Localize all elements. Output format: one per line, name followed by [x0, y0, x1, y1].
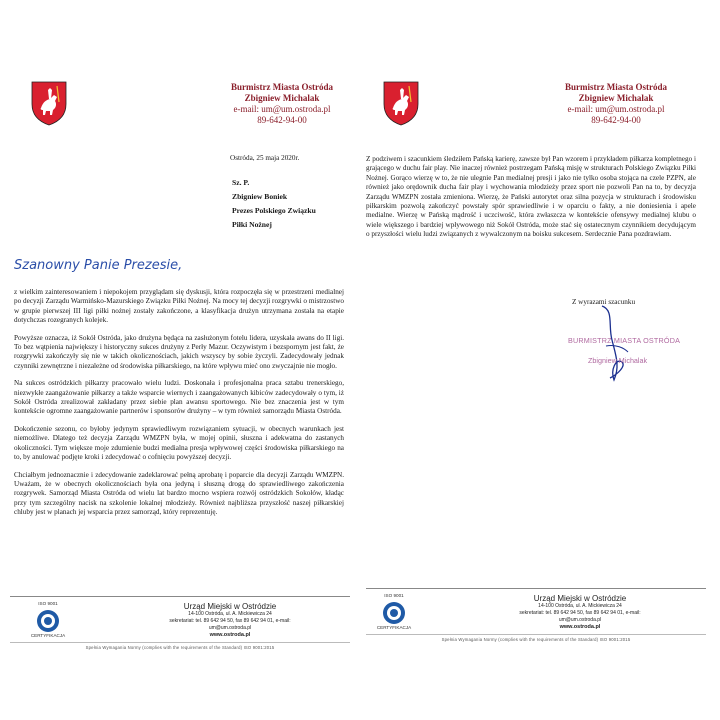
letterhead-email[interactable]: e-mail: um@um.ostroda.pl — [233, 104, 331, 114]
iso-cert-label: CERTYFIKACJA — [30, 633, 66, 638]
closing-line: Z wyrazami szacunku — [572, 298, 636, 306]
office-address: 14-100 Ostróda, ul. A. Mickiewicza 24 — [188, 611, 272, 617]
letterhead-title: Burmistrz Miasta Ostróda — [565, 82, 667, 92]
signer-name: Zbigniew Michalak — [588, 356, 648, 365]
letterhead-email[interactable]: e-mail: um@um.ostroda.pl — [567, 104, 665, 114]
office-info — [150, 602, 310, 638]
addressee-line: Sz. P. — [232, 178, 250, 187]
letter-date: Ostróda, 25 maja 2020r. — [230, 154, 300, 162]
iso-norm-note: Spełnia Wymagania Normy (complies with the requirements of the Standard) ISO 9001:2015 — [85, 645, 275, 650]
body-paragraph: Chciałbym jednoznacznie i zdecydowanie zadeklarować pełną aprobatę i poparcie dla decyzji Zarządu WMZPN. Uważam, że w obecnych okolicznościach była ona jedyną i słuszną drogą do sprawiedliwego zakończenia rozgrywek. Samorząd Miasta Ostróda od wielu lat bardzo mocno wspiera rozwój ostródzkich Sokołów, kładąc przy tym szczególny nacisk na szkolenie lokalnej młodzieży. Również najbliższa przyszłość naszej piłkarskiej chluby jest w planach jej wsparcia przez samorząd, który reprezentuję. — [14, 470, 344, 517]
handwritten-salutation: Szanowny Panie Prezesie, — [14, 258, 183, 273]
letter-page-2 — [360, 0, 720, 720]
letter-body-page-1 — [14, 288, 344, 526]
office-website[interactable]: www.ostroda.pl — [559, 624, 601, 630]
letterhead-title: Burmistrz Miasta Ostróda — [231, 82, 333, 92]
footer-divider — [366, 634, 706, 635]
official-stamp: BURMISTRZ MIASTA OSTRÓDA — [568, 336, 681, 345]
office-contact: sekretariat: tel. 89 642 94 50, fax 89 642 94 01, e-mail: um@um.ostroda.pl — [169, 618, 291, 631]
body-paragraph: Z podziwem i szacunkiem śledziłem Pańską karierę, zawsze był Pan wzorem i przykładem piłkarza kompletnego i grającego w duchu fair play. Nie inaczej również postrzegam Pańską misję w strukturach Polskiego Związku Piłki Nożnej. Gorąco wierzę w to, że nie ulegnie Pan medialnej presji i jako nie tylko osoba stojąca na czele PZPN, ale również jako orędownik ducha fair play i wychowania młodzieży przez sport nie pozwoli Pan na to, by decyzja Zarządu WMZPN została zmieniona. Wierzę, że Pański autorytet oraz silna pozycja w strukturach i środowisku piłkarskim pozwolą zakończyć powstały spór sprawiedliwie i w oparciu o fakty, a nie doniesienia i apele medialne. Wierzę w Pańską mądrość i uczciwość, która zwłaszcza w kontekście ofensywy medialnej klubu o wiele większego i bardziej wpływowego niż Sokół Ostróda, może stać się ostatecznym czynnikiem decydującym o przyszłości wielu ludzi związanych z wywalczonym na boisku sukcesem. Serdecznie Pana pozdrawiam. — [366, 155, 696, 239]
letterhead — [212, 82, 352, 126]
body-paragraph: Powyższe oznacza, iż Sokół Ostróda, jako drużyna będąca na zasłużonym fotelu lidera, uzyskała awans do II ligi. To bez wątpienia największy i historyczny sukces drużyny z Perły Mazur. Oczywistym i bezspornym jest fakt, że rozgrywki zakończyły się nie w takich okolicznościach, jakich wszyscy by sobie życzyli. Zadecydowały jednak czynniki zewnętrzne i niezależne od środowiska piłkarskiego, na które wpływu mieć ono zwyczajnie nie mogło. — [14, 333, 344, 370]
addressee-line: Zbigniew Boniek — [232, 192, 288, 201]
footer-divider — [10, 596, 350, 597]
office-name: Urząd Miejski w Ostródzie — [183, 602, 277, 611]
letterhead-name: Zbigniew Michalak — [244, 93, 320, 103]
iso-badge-label: ISO 9001 — [38, 601, 58, 606]
office-name: Urząd Miejski w Ostródzie — [533, 594, 627, 603]
letterhead-phone: 89-642-94-00 — [591, 115, 641, 125]
addressee-block — [232, 178, 316, 234]
letter-body-page-2 — [366, 155, 696, 248]
ostroda-crest-icon — [30, 80, 68, 126]
office-website[interactable]: www.ostroda.pl — [209, 632, 251, 638]
iso-badge-label: ISO 9001 — [384, 593, 404, 598]
office-address: 14-100 Ostróda, ul. A. Mickiewicza 24 — [538, 603, 622, 609]
letterhead — [546, 82, 686, 126]
body-paragraph: Na sukces ostródzkich piłkarzy pracowało wielu ludzi. Doskonała i profesjonalna praca sztabu trenerskiego, niezwykłe zaangażowanie piłkarzy a także wsparcie wiernych i zaangażowanych kibiców zadecydowały o tym, iż Sokół Ostróda zrealizował zakładany przez siebie plan awansu sportowego. Nie bez znaczenia jest w tym kontekście ogromne zaangażowanie partnerów i sponsorów drużyny – w tym również samorządu Miasta Ostróda. — [14, 379, 344, 416]
office-contact: sekretariat: tel. 89 642 94 50, fax 89 642 94 01, e-mail: um@um.ostroda.pl — [519, 610, 641, 623]
letterhead-phone: 89-642-94-00 — [257, 115, 307, 125]
letterhead-name: Zbigniew Michalak — [578, 93, 654, 103]
addressee-line: Prezes Polskiego Związku — [232, 206, 316, 215]
iso-cert-label: CERTYFIKACJA — [376, 625, 412, 630]
ostroda-crest-icon — [382, 80, 420, 126]
office-info — [500, 594, 660, 630]
footer-divider — [10, 642, 350, 643]
addressee-line: Piłki Nożnej — [232, 220, 272, 229]
footer-divider — [366, 588, 706, 589]
body-paragraph: z wielkim zainteresowaniem i niepokojem przyglądam się dyskusji, która rozpoczęła się w przestrzeni medialnej po decyzji Zarządu Warmińsko-Mazurskiego Związku Piłki Nożnej. Na mocy tej decyzji rozgrywki o mistrzostwo w grupie pierwszej III ligi piłki nożnej zostały zakończone, a klasyfikacja drużyn utrzymana została na etapie dotychczas rozegranych kolejek. — [14, 288, 344, 325]
body-paragraph: Dokończenie sezonu, co byłoby jedynym sprawiedliwym rozwiązaniem sytuacji, w obecnych warunkach jest niemożliwe. Dlatego też decyzja Zarządu WMZPN była, w mojej opinii, słuszna i adekwatna do zastanych okoliczności. Tym większe moje zdumienie budzi medialna presja wpływowej części środowiska piłkarskiego na to, by anulować podjęte kroki i zdecydować o cofnięciu powyższej decyzji. — [14, 424, 344, 462]
iso-norm-note: Spełnia Wymagania Normy (complies with the requirements of the Standard) ISO 9001:2015 — [441, 637, 631, 642]
